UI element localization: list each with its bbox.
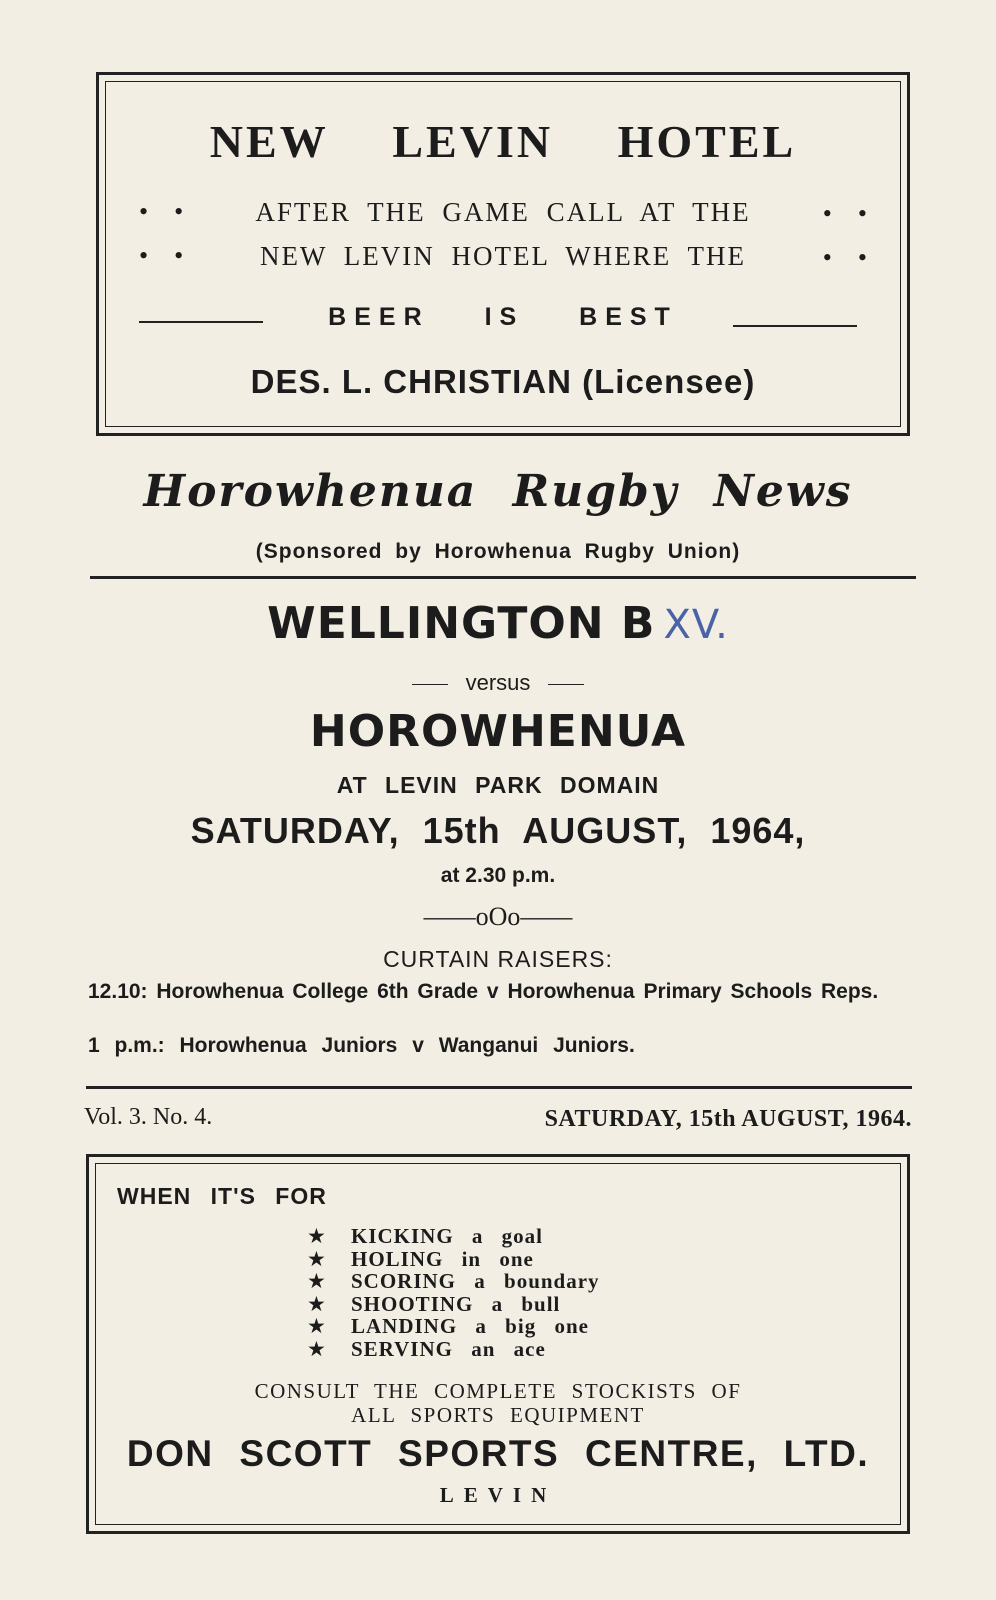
bullet-dots-icon: •• bbox=[139, 241, 210, 270]
hotel-advertisement bbox=[96, 72, 910, 436]
versus-text: versus bbox=[465, 670, 531, 695]
versus-line bbox=[0, 670, 996, 696]
home-team bbox=[0, 598, 996, 649]
publication-title: Horowhenua Rugby News bbox=[143, 466, 853, 517]
bullet-dots-icon: •• bbox=[139, 197, 210, 226]
list-item bbox=[307, 1338, 600, 1361]
item-text: SHOOTING a bull bbox=[351, 1291, 561, 1316]
match-time: at 2.30 p.m. bbox=[440, 864, 556, 887]
list-item bbox=[307, 1293, 600, 1316]
list-item bbox=[307, 1225, 600, 1248]
divider bbox=[86, 1086, 912, 1089]
bullet-dots-icon: •• bbox=[822, 199, 893, 228]
item-text: SCORING a boundary bbox=[351, 1269, 600, 1294]
away-team: HOROWHENUA bbox=[309, 706, 687, 757]
consult-line-1: CONSULT THE COMPLETE STOCKISTS OF bbox=[254, 1379, 742, 1403]
issue-volume: Vol. 3. No. 4. bbox=[84, 1104, 213, 1130]
dash-icon bbox=[548, 684, 584, 685]
item-text: KICKING a goal bbox=[351, 1224, 544, 1248]
venue: AT LEVIN PARK DOMAIN bbox=[336, 772, 660, 798]
sponsor-line: (Sponsored by Horowhenua Rugby Union) bbox=[255, 540, 741, 563]
handwritten-note: XV. bbox=[663, 602, 729, 648]
sports-item-list bbox=[307, 1225, 600, 1361]
team1-name: WELLINGTON B bbox=[267, 598, 656, 649]
item-text: SERVING an ace bbox=[351, 1336, 546, 1361]
consult-text bbox=[89, 1379, 907, 1427]
star-icon: ★ bbox=[307, 1291, 327, 1316]
sports-ad-heading: WHEN IT'S FOR bbox=[117, 1183, 327, 1209]
match-date: SATURDAY, 15th AUGUST, 1964, bbox=[190, 810, 806, 851]
hotel-slogan: BEER IS BEST bbox=[328, 303, 678, 331]
curtain-raiser-fixture: 1 p.m.: Horowhenua Juniors v Wanganui Juniors. bbox=[88, 1034, 635, 1057]
consult-line-2: ALL SPORTS EQUIPMENT bbox=[351, 1403, 645, 1427]
hotel-title: NEW LEVIN HOTEL bbox=[209, 116, 797, 167]
list-item bbox=[307, 1248, 600, 1271]
star-icon: ★ bbox=[307, 1336, 327, 1361]
item-text: LANDING a big one bbox=[351, 1314, 589, 1339]
hotel-licensee: DES. L. CHRISTIAN (Licensee) bbox=[250, 363, 756, 400]
star-icon: ★ bbox=[307, 1314, 327, 1339]
item-text: HOLING in one bbox=[351, 1246, 534, 1271]
hotel-line-1: AFTER THE GAME CALL AT THE bbox=[255, 197, 751, 227]
slogan-rule-left bbox=[139, 321, 263, 323]
company-town: LEVIN bbox=[439, 1483, 557, 1507]
curtain-raisers-title: CURTAIN RAISERS: bbox=[383, 946, 613, 972]
ornament-separator: ——oOo—— bbox=[423, 902, 573, 931]
company-name: DON SCOTT SPORTS CENTRE, LTD. bbox=[126, 1433, 870, 1474]
list-item bbox=[307, 1270, 600, 1293]
slogan-rule-right bbox=[733, 325, 857, 327]
bullet-dots-icon: •• bbox=[822, 243, 893, 272]
star-icon: ★ bbox=[307, 1246, 327, 1271]
list-item bbox=[307, 1315, 600, 1338]
hotel-line-2: NEW LEVIN HOTEL WHERE THE bbox=[260, 241, 746, 271]
star-icon: ★ bbox=[307, 1269, 327, 1294]
sports-advertisement bbox=[86, 1154, 910, 1534]
star-icon: ★ bbox=[307, 1224, 327, 1248]
divider bbox=[90, 576, 916, 579]
dash-icon bbox=[412, 684, 448, 685]
curtain-raiser-fixture: 12.10: Horowhenua College 6th Grade v Horowhenua Primary Schools Reps. bbox=[88, 980, 879, 1003]
issue-date: SATURDAY, 15th AUGUST, 1964. bbox=[544, 1106, 912, 1132]
